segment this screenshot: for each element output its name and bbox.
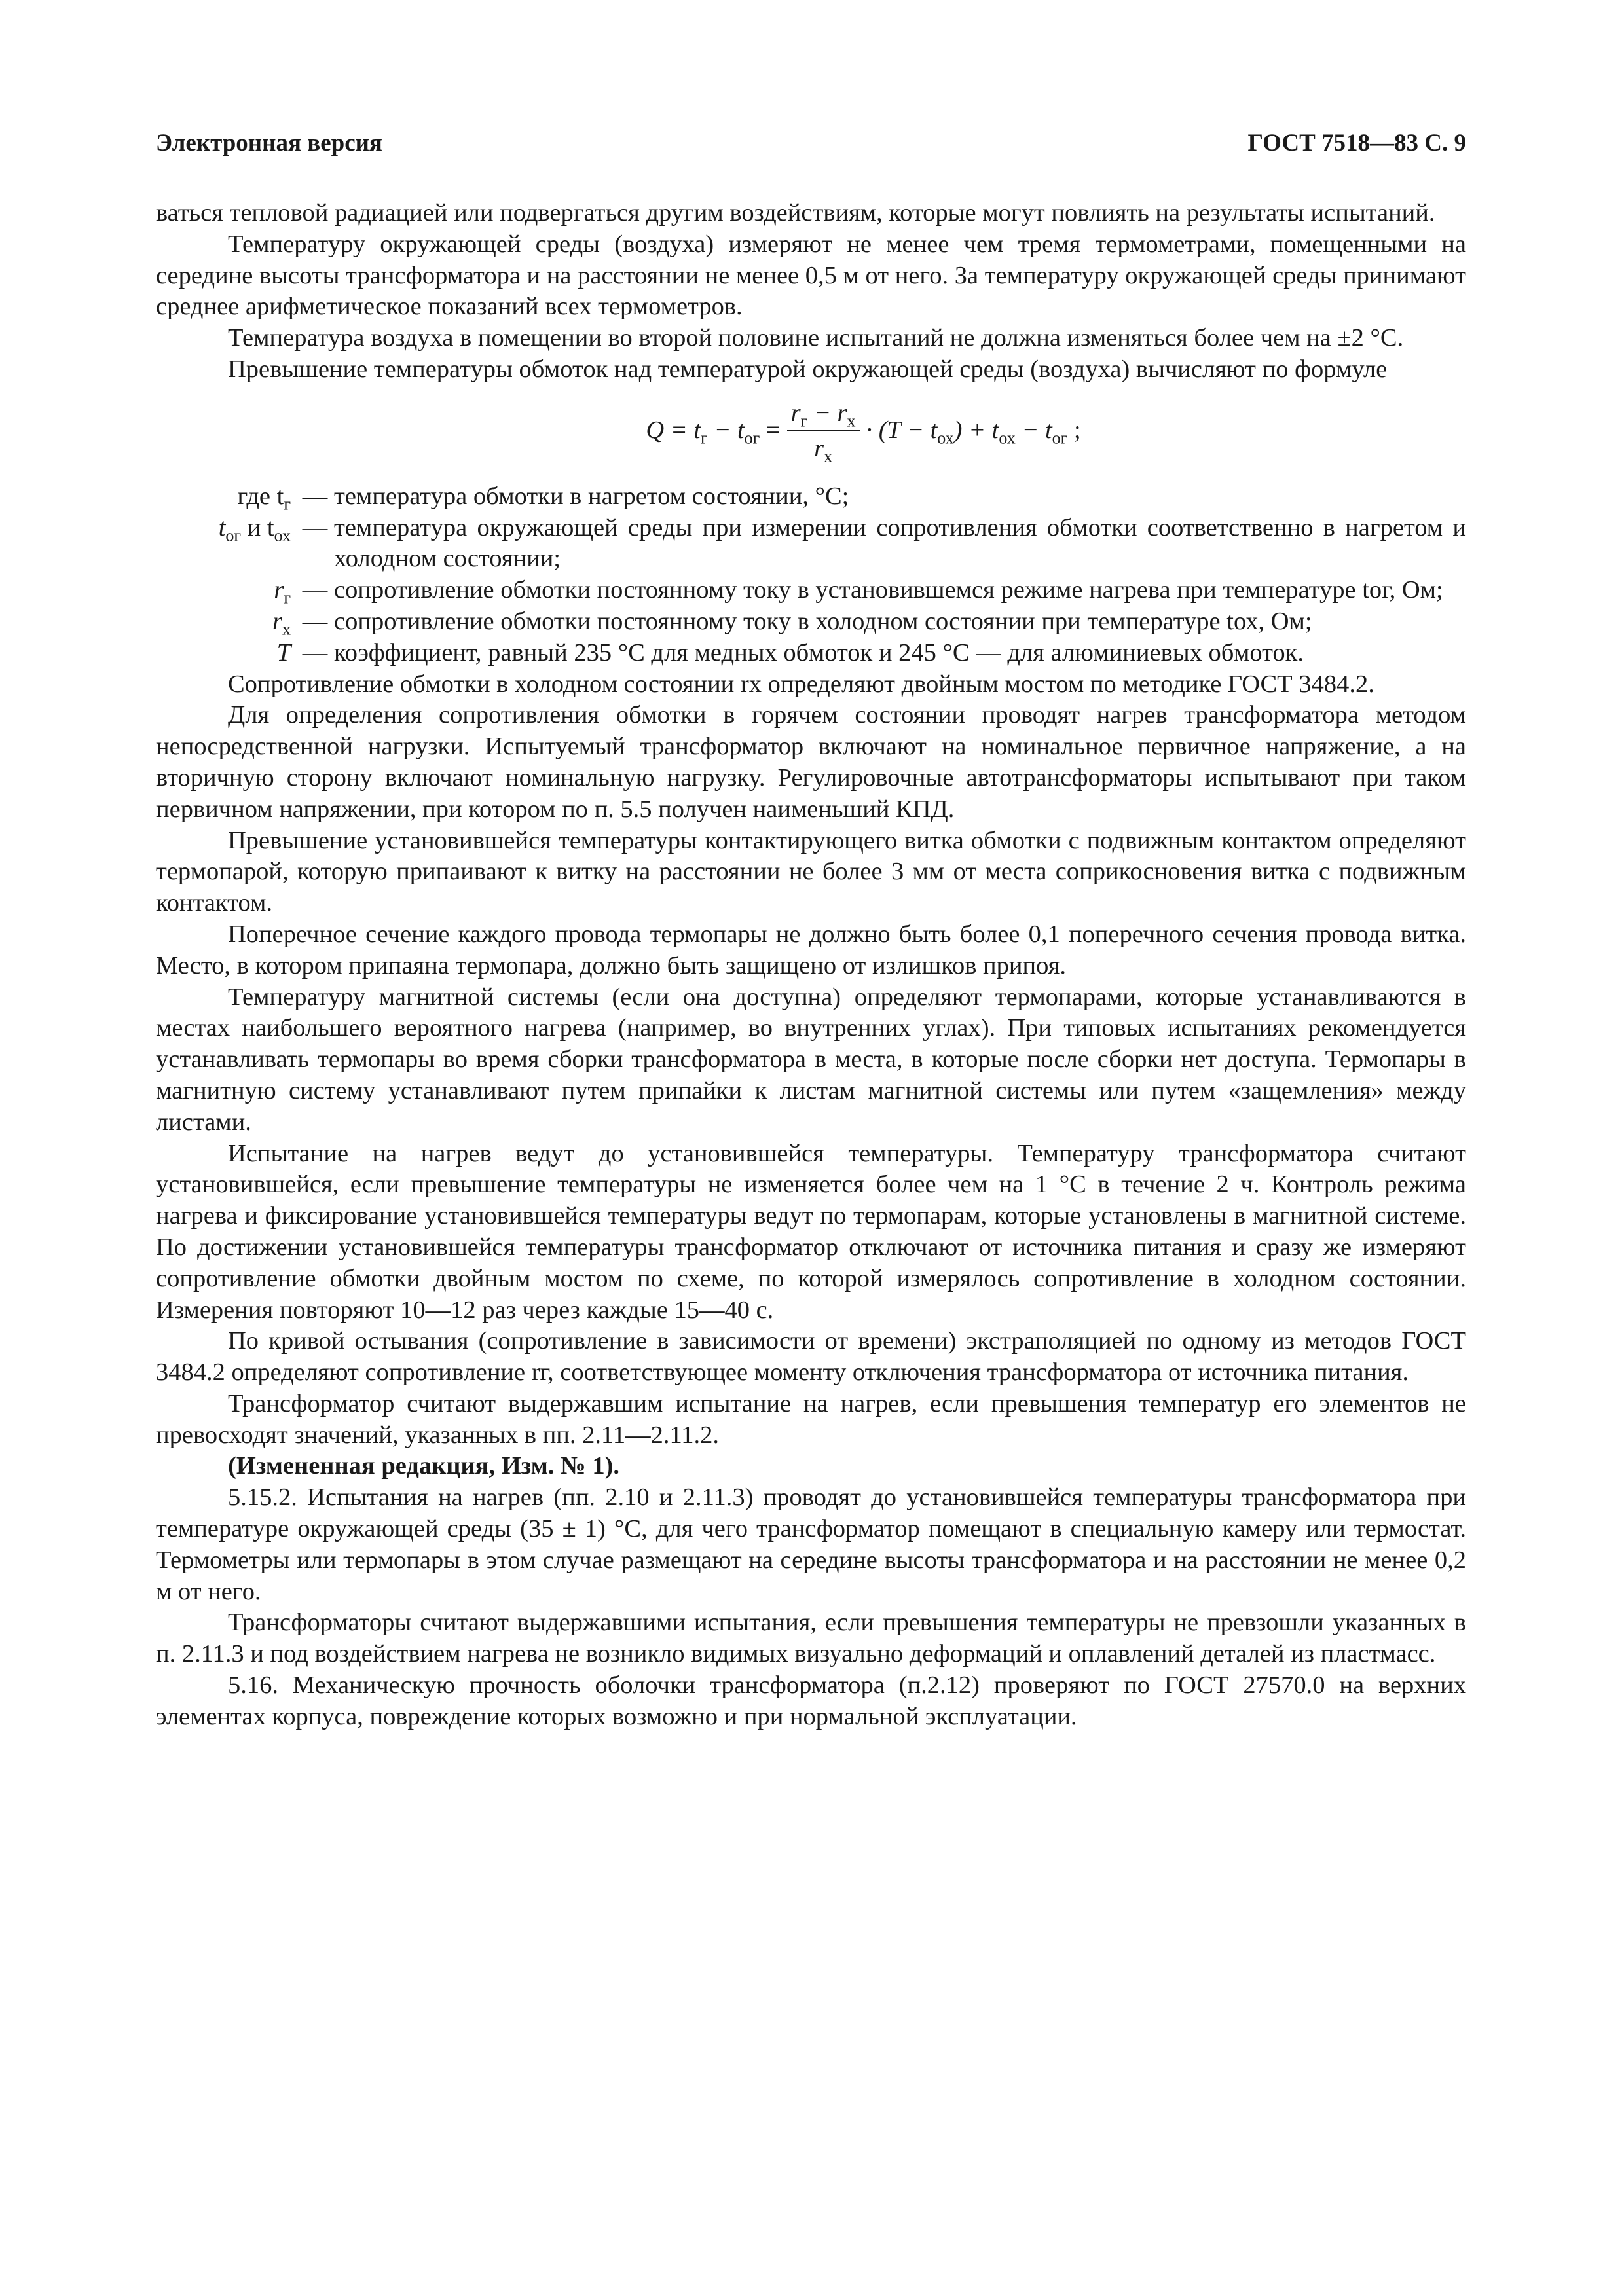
definition-row: T — коэффициент, равный 235 °С для медных обмоток и 245 °С — для алюминиевых обмоток. [276, 638, 1304, 666]
paragraph: Сопротивление обмотки в холодном состоянии rх определяют двойным мостом по методике ГОСТ 3484.2. [228, 670, 1374, 698]
paragraph: Испытание на нагрев ведут до установившейся температуры. Температуру трансформатора считают установившейся, если превышение температуры не изменяется более чем на 1 °С в течение 2 ч. Контроль режима нагрева и фиксирование установившейся температуры ведут по термопарам, которые установлены в магнитной системе. По достижении установившейся температуры трансформатор отключают от источника питания и сразу же измеряют сопротивление обмотки двойным мостом по схеме, по которой измерялось сопротивление в холодном состоянии. Измерения повторяют 10—12 раз через каждые 15—40 с. [156, 1139, 1466, 1324]
fraction-numerator: $r_г - r_х$ [787, 399, 860, 431]
paragraph: 5.16. Механическую прочность оболочки трансформатора (п.2.12) проверяют по ГОСТ 27570.0 на верхних элементах корпуса, повреждение которых возможно и при нормальной эксплуатации. [156, 1671, 1466, 1730]
paragraph: Трансформаторы считают выдержавшими испытания, если превышения температуры не превзошли указанных в п. 2.11.3 и под воздействием нагрева не возникло видимых визуально деформаций и оплавлений деталей из пластмасс. [156, 1609, 1466, 1668]
paragraph: Превышение температуры обмоток над температурой окружающей среды (воздуха) вычисляют по формуле [228, 355, 1388, 383]
paragraph: 5.15.2. Испытания на нагрев (пп. 2.10 и 2.11.3) проводят до установившейся температуры трансформатора при температуре окружающей среды (35 ± 1) °С, для чего трансформатор помещают в специальную камеру или термостат. Термометры или термопары в этом случае размещают на середине высоты трансформатора и на расстоянии не менее 0,2 м от него. [156, 1484, 1466, 1605]
paragraph: По кривой остывания (сопротивление в зависимости от времени) экстраполяцией по одному из методов ГОСТ 3484.2 определяют сопротивление rг, соответствующее моменту отключения трансформатора от источника питания. [156, 1327, 1466, 1387]
paragraph: Превышение установившейся температуры контактирующего витка обмотки с подвижным контактом определяют термопарой, которую припаивают к витку на расстоянии не более 3 мм от места соприкосновения витка с подвижным контактом. [156, 826, 1466, 917]
formula-definitions [156, 481, 1466, 669]
formula-fraction [787, 399, 860, 466]
paragraph: Для определения сопротивления обмотки в горячем состоянии проводят нагрев трансформатора методом непосредственной нагрузки. Испытуемый трансформатор включают на номинальное первичное напряжение, а на вторичную сторону включают номинальную нагрузку. Регулировочные автотрансформаторы испытывают при таком первичном напряжении, при котором по п. 5.5 получен наименьший КПД. [156, 701, 1466, 823]
paragraph: Трансформатор считают выдержавшим испытание на нагрев, если превышения температур его элементов не превосходят значений, указанных в пп. 2.11—2.11.2. [156, 1389, 1466, 1449]
formula-rhs: · $(T - t_{ох}) + t_{ох} - t_{ог}$ ; [866, 416, 1081, 448]
definition-row: $r_х$ — сопротивление обмотки постоянному току в холодном состоянии при температуре tох, Ом; [272, 607, 1312, 639]
formula-lhs: $Q = t_г - t_{ог}$ = [646, 416, 781, 448]
definition-row: где $t_г$ — температура обмотки в нагретом состоянии, °С; [237, 482, 849, 514]
document-body [156, 198, 1466, 1733]
definition-row: $r_г$ — сопротивление обмотки постоянному току в установившемся режиме нагрева при температуре tог, Ом; [274, 576, 1443, 608]
paragraph: Температуру магнитной системы (если она доступна) определяют термопарами, которые устанавливаются в местах наибольшего вероятного нагрева (например, во внутренних углах). При типовых испытаниях рекомендуется устанавливать термопары во время сборки трансформатора в места, в которые после сборки нет доступа. Термопары в магнитную систему устанавливают путем припайки к листам магнитной системы или путем «защемления» между листами. [156, 983, 1466, 1136]
paragraph: Температуру окружающей среды (воздуха) измеряют не менее чем тремя термометрами, помещенными на середине высоты трансформатора и на расстоянии не менее 0,5 м от него. За температуру окружающей среды принимают среднее арифметическое показаний всех термометров. [156, 230, 1467, 321]
temperature-rise-formula [261, 399, 1466, 466]
definition-row: $t_{ог}$ и $t_{ох}$ — температура окружающей среды при измерении сопротивления обмотки соответственно в нагретом и холодном состоянии; [218, 513, 1466, 573]
paragraph: ваться тепловой радиацией или подвергаться другим воздействиям, которые могут повлиять на результаты испытаний. [156, 199, 1435, 227]
fraction-denominator: $r_х$ [814, 434, 833, 466]
amendment-note: (Измененная редакция, Изм. № 1). [228, 1452, 620, 1480]
page-header [156, 128, 1466, 158]
header-right-label: ГОСТ 7518—83 С. 9 [1247, 130, 1466, 156]
paragraph: Поперечное сечение каждого провода термопары не должно быть более 0,1 поперечного сечения провода витка. Место, в котором припаяна термопара, должно быть защищено от излишков припоя. [156, 920, 1466, 979]
header-left-label: Электронная версия [156, 130, 382, 156]
paragraph: Температура воздуха в помещении во второй половине испытаний не должна изменяться более чем на ±2 °С. [228, 324, 1404, 352]
